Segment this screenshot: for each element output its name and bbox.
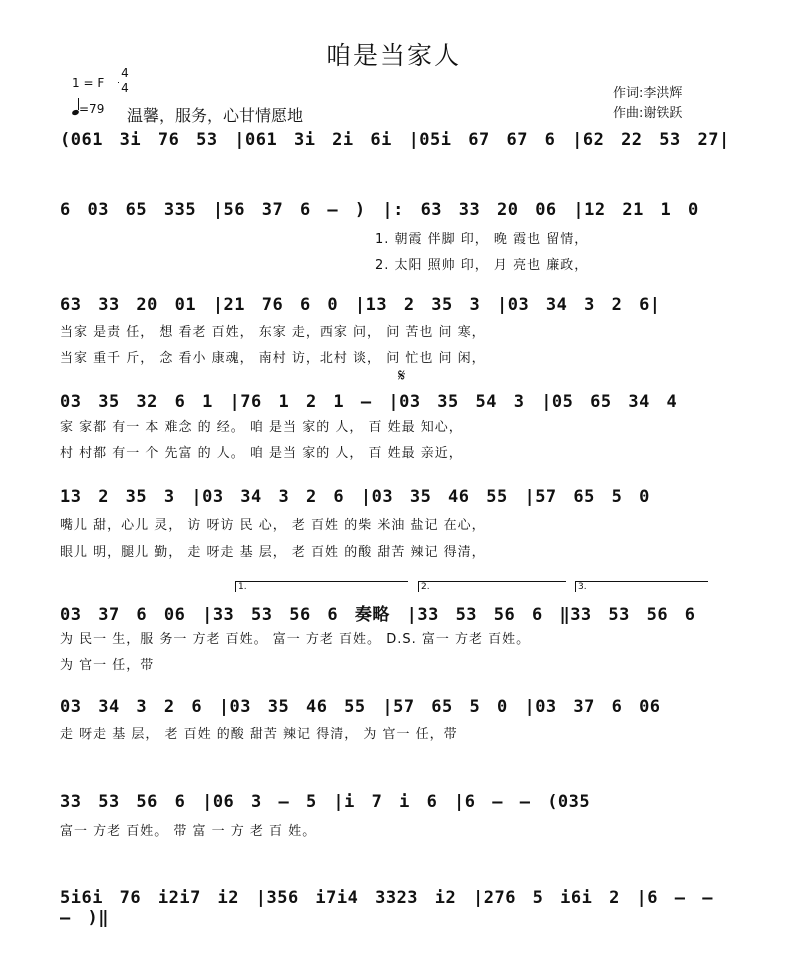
volta-3: 3. <box>575 581 708 592</box>
time-signature <box>118 66 132 96</box>
notation-line: 03 37 6 06 |33 53 56 6 奏略 |33 53 56 6 ‖33 53 56 6 <box>60 605 696 625</box>
lyric-line-2: 为 官一 任，带 <box>60 658 155 673</box>
notation-line: 03 35 32 6 1 |76 1 2 1 – |03 35 54 3 |05 65 34 4 <box>60 392 678 412</box>
notation-line: 03 34 3 2 6 |03 35 46 55 |57 65 5 0 |03 37 6 06 <box>60 697 661 717</box>
meter-bottom: 4 <box>121 81 129 95</box>
note-stem-icon <box>78 98 79 110</box>
meter-line <box>118 82 119 83</box>
lyric-line-2: 2. 太阳 照帅 印， 月 亮也 廉政， <box>375 258 589 273</box>
lyric-line-1: 走 呀走 基 层， 老 百姓 的酸 甜苦 辣记 得清， 为 官一 任，带 <box>60 727 458 742</box>
composer-credit: 作曲:谢铁跃 <box>613 106 683 121</box>
volta-1: 1. <box>235 581 408 592</box>
meter-top: 4 <box>121 66 129 80</box>
lyric-line-1: 当家 是责 任， 想 看老 百姓， 东家 走，西家 问， 问 苦也 问 寒， <box>60 325 486 340</box>
lyricist-credit: 作词:李洪辉 <box>613 86 683 101</box>
key-signature: 1 = F <box>72 76 105 90</box>
lyric-line-1: 嘴儿 甜，心儿 灵， 访 呀访 民 心， 老 百姓 的柴 米油 盐记 在心， <box>60 518 486 533</box>
segno-icon: 𝄋 <box>398 366 406 386</box>
notation-line: 63 33 20 01 |21 76 6 0 |13 2 35 3 |03 34 3 2 6| <box>60 295 661 315</box>
lyric-line-1: 为 民一 生，服 务一 方老 百姓。 富一 方老 百姓。 D.S. 富一 方老 百姓。 <box>60 632 531 647</box>
tempo-value: =79 <box>79 102 105 116</box>
expression-text: 温馨，服务，心甘情愿地 <box>127 106 304 125</box>
lyric-line-2: 眼儿 明，腿儿 勤， 走 呀走 基 层， 老 百姓 的酸 甜苦 辣记 得清， <box>60 545 486 560</box>
lyric-line-2: 村 村都 有一 个 先富 的 人。 咱 是当 家的 人， 百 姓最 亲近， <box>60 446 463 461</box>
notation-line: 5i6i 76 i2i7 i2 |356 i7i4 3323 i2 |276 5 i6i 2 |6 – – – )‖ <box>60 888 713 928</box>
lyric-line-1: 富一 方老 百姓。 带 富 一 方 老 百 姓。 <box>60 824 317 839</box>
tempo-mark <box>72 101 104 116</box>
notation-line: (061 3i 76 53 |061 3i 2i 6i |05i 67 67 6 |62 22 53 27| <box>60 130 730 150</box>
lyric-line-1: 1. 朝霞 伴脚 印， 晚 霞也 留情， <box>375 232 589 247</box>
lyric-line-1: 家 家都 有一 本 难念 的 经。 咱 是当 家的 人， 百 姓最 知心， <box>60 420 463 435</box>
lyric-line-2: 当家 重千 斤， 念 看小 康魂， 南村 访，北村 谈， 问 忙也 问 闲， <box>60 351 486 366</box>
notation-line: 33 53 56 6 |06 3 – 5 |i 7 i 6 |6 – – (035 <box>60 792 591 812</box>
song-title: 咱是当家人 <box>325 41 461 70</box>
notation-line: 6 03 65 335 |56 37 6 – ) |: 63 33 20 06 |12 21 1 0 <box>60 200 699 220</box>
notation-line: 13 2 35 3 |03 34 3 2 6 |03 35 46 55 |57 65 5 0 <box>60 487 650 507</box>
volta-2: 2. <box>418 581 566 592</box>
